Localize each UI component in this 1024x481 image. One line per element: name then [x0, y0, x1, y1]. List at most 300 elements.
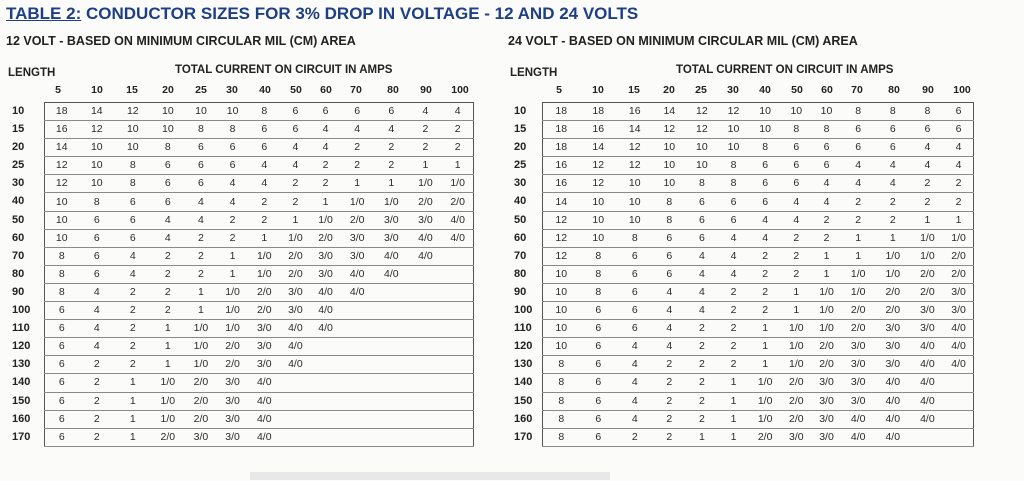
table-cell: [409, 410, 443, 428]
table-cell: 4/0: [248, 410, 280, 428]
table-row: [543, 320, 974, 338]
table-cell: 2/0: [280, 265, 311, 283]
table-cell: 4: [217, 193, 249, 211]
table-cell: 10: [617, 193, 653, 211]
table-cell: 4: [944, 157, 973, 175]
left-length-80: 80: [12, 267, 25, 280]
left-length-10: 10: [12, 105, 25, 117]
table-cell: [311, 374, 341, 392]
table-cell: [374, 374, 409, 392]
table-cell: [340, 338, 374, 356]
table-cell: 4/0: [911, 410, 945, 428]
table-cell: 12: [617, 157, 653, 175]
table-cell: 6: [718, 193, 750, 211]
left-amp-header-25: 25: [195, 84, 207, 96]
left-length-30: 30: [12, 177, 25, 190]
table-cell: 2/0: [812, 356, 842, 374]
table-cell: 2: [374, 157, 409, 175]
table-cell: 1/0: [248, 247, 280, 265]
right-length-70: 70: [514, 249, 527, 262]
table-cell: 8: [45, 247, 79, 265]
table-cell: 6: [617, 247, 653, 265]
table-cell: 10: [79, 139, 115, 157]
table-cell: 6: [686, 211, 718, 229]
table-cell: [409, 428, 443, 446]
table-cell: 1: [749, 320, 781, 338]
table-cell: 8: [185, 121, 217, 139]
table-cell: 2: [115, 302, 151, 320]
table-cell: 6: [580, 338, 617, 356]
table-cell: 3/0: [340, 229, 374, 247]
table-cell: 10: [580, 193, 617, 211]
table-cell: 2: [311, 157, 341, 175]
table-cell: 2: [841, 193, 875, 211]
table-cell: 6: [911, 121, 945, 139]
table-cell: 6: [311, 103, 341, 121]
table-cell: 6: [79, 211, 115, 229]
table-row: [543, 193, 974, 211]
page-title: [6, 4, 638, 24]
table-cell: 1/0: [248, 265, 280, 283]
left-amp-header-10: 10: [91, 84, 103, 96]
table-cell: 2/0: [944, 265, 973, 283]
table-cell: 4: [248, 157, 280, 175]
cropped-footer-text: [250, 472, 610, 480]
table-cell: 8: [580, 247, 617, 265]
table-cell: 4/0: [311, 283, 341, 301]
table-cell: [374, 320, 409, 338]
right-length-30: 30: [514, 177, 527, 190]
table-cell: 2: [442, 121, 473, 139]
table-cell: 18: [45, 103, 79, 121]
table-cell: 2: [749, 247, 781, 265]
table-cell: 8: [841, 103, 875, 121]
table-cell: 10: [185, 103, 217, 121]
table-cell: 2: [812, 211, 842, 229]
table-cell: 1/0: [781, 320, 812, 338]
table-cell: 12: [653, 121, 687, 139]
table-cell: 8: [749, 139, 781, 157]
table-cell: 4: [812, 175, 842, 193]
table-cell: 3/0: [781, 428, 812, 446]
table-cell: 8: [653, 193, 687, 211]
left-amp-header-80: 80: [387, 84, 399, 96]
table-cell: 3/0: [185, 428, 217, 446]
table-cell: 1: [718, 392, 750, 410]
table-cell: 8: [543, 392, 580, 410]
table-cell: 6: [718, 211, 750, 229]
table-cell: 1/0: [340, 193, 374, 211]
table-cell: [374, 283, 409, 301]
table-cell: 8: [812, 121, 842, 139]
right-length-25: 25: [514, 159, 527, 172]
table-cell: 2: [185, 229, 217, 247]
left-length-100: 100: [12, 304, 31, 317]
table-cell: 2/0: [781, 410, 812, 428]
table-cell: 1: [115, 410, 151, 428]
table-row: [543, 356, 974, 374]
table-row: [543, 103, 974, 121]
table-cell: 8: [45, 283, 79, 301]
table-cell: 4/0: [248, 428, 280, 446]
table-cell: 1/0: [812, 320, 842, 338]
table-cell: 2/0: [311, 229, 341, 247]
table-row: [45, 410, 474, 428]
table-cell: [442, 265, 473, 283]
table-cell: 1: [151, 356, 186, 374]
table-cell: 1/0: [911, 247, 945, 265]
table-cell: 6: [686, 193, 718, 211]
table-cell: 4/0: [841, 428, 875, 446]
table-cell: 6: [45, 392, 79, 410]
table-cell: 1/0: [217, 302, 249, 320]
table-cell: 3/0: [248, 338, 280, 356]
right-table: [542, 102, 974, 447]
table-cell: 4/0: [944, 338, 973, 356]
table-cell: 1: [718, 374, 750, 392]
table-cell: 2: [875, 211, 911, 229]
left-length-120: 120: [12, 340, 31, 353]
table-cell: 6: [580, 392, 617, 410]
table-cell: [944, 392, 973, 410]
table-row: [45, 392, 474, 410]
table-cell: 2/0: [911, 283, 945, 301]
table-cell: 10: [543, 265, 580, 283]
table-cell: [340, 356, 374, 374]
table-cell: 3/0: [409, 211, 443, 229]
right-length-100: 100: [514, 304, 533, 317]
table-cell: 3/0: [875, 356, 911, 374]
table-cell: 1: [841, 229, 875, 247]
table-cell: 10: [718, 121, 750, 139]
table-cell: 1/0: [280, 229, 311, 247]
table-cell: 1: [911, 211, 945, 229]
table-cell: [442, 320, 473, 338]
table-cell: 4: [617, 374, 653, 392]
table-cell: 4/0: [944, 320, 973, 338]
table-cell: 3/0: [248, 320, 280, 338]
right-amp-header-40: 40: [759, 84, 771, 96]
table-cell: 2: [409, 121, 443, 139]
table-cell: 3/0: [217, 428, 249, 446]
table-cell: [311, 356, 341, 374]
table-cell: 12: [543, 229, 580, 247]
table-cell: 4: [79, 320, 115, 338]
table-cell: 2/0: [151, 428, 186, 446]
table-row: [45, 428, 474, 446]
left-length-label: LENGTH: [8, 67, 56, 79]
table-cell: 4/0: [248, 392, 280, 410]
table-cell: 6: [248, 121, 280, 139]
right-amp-header-20: 20: [663, 84, 675, 96]
table-cell: 6: [280, 121, 311, 139]
table-cell: 2/0: [841, 302, 875, 320]
table-cell: 6: [79, 265, 115, 283]
right-length-50: 50: [514, 213, 527, 226]
left-amp-header-100: 100: [451, 84, 469, 96]
table-cell: 3/0: [340, 247, 374, 265]
table-cell: 1: [151, 320, 186, 338]
table-cell: 10: [686, 139, 718, 157]
table-cell: 1/0: [409, 175, 443, 193]
table-cell: 2: [185, 265, 217, 283]
table-cell: 4/0: [944, 356, 973, 374]
right-length-90: 90: [514, 285, 527, 298]
table-cell: 1/0: [781, 356, 812, 374]
table-cell: 1: [749, 356, 781, 374]
table-cell: 1/0: [812, 302, 842, 320]
table-cell: 14: [543, 193, 580, 211]
table-cell: [374, 356, 409, 374]
table-cell: 10: [151, 121, 186, 139]
table-cell: 2: [280, 193, 311, 211]
table-cell: 6: [749, 157, 781, 175]
table-cell: 2/0: [185, 392, 217, 410]
right-length-80: 80: [514, 267, 527, 280]
table-cell: 14: [617, 121, 653, 139]
table-cell: 6: [45, 428, 79, 446]
table-cell: 4/0: [374, 247, 409, 265]
table-cell: 10: [653, 139, 687, 157]
table-cell: 1: [185, 283, 217, 301]
table-cell: 3/0: [280, 302, 311, 320]
table-row: [543, 283, 974, 301]
right-length-20: 20: [514, 141, 527, 154]
table-row: [543, 338, 974, 356]
left-length-40: 40: [12, 195, 25, 208]
table-cell: [911, 428, 945, 446]
right-amp-header-70: 70: [851, 84, 863, 96]
table-cell: 2/0: [749, 428, 781, 446]
table-cell: 2/0: [812, 338, 842, 356]
table-cell: 1: [718, 410, 750, 428]
table-cell: 6: [45, 302, 79, 320]
table-cell: 4: [280, 139, 311, 157]
table-cell: [340, 392, 374, 410]
left-amp-header-50: 50: [290, 84, 302, 96]
table-cell: [409, 302, 443, 320]
table-cell: 6: [374, 103, 409, 121]
table-row: [543, 374, 974, 392]
table-cell: [374, 392, 409, 410]
right-length-15: 15: [514, 123, 527, 136]
table-cell: 1/0: [185, 320, 217, 338]
table-cell: [442, 302, 473, 320]
table-cell: 2: [340, 139, 374, 157]
table-cell: 6: [280, 103, 311, 121]
table-cell: 3/0: [280, 283, 311, 301]
table-cell: [409, 338, 443, 356]
table-cell: 4: [812, 193, 842, 211]
table-cell: [442, 410, 473, 428]
table-cell: 6: [875, 139, 911, 157]
table-cell: 8: [875, 103, 911, 121]
table-cell: 6: [580, 374, 617, 392]
table-cell: 4: [718, 247, 750, 265]
table-cell: 18: [580, 103, 617, 121]
table-cell: 4: [409, 103, 443, 121]
table-row: [543, 392, 974, 410]
table-cell: 6: [653, 247, 687, 265]
table-cell: 12: [115, 103, 151, 121]
table-cell: 1: [781, 302, 812, 320]
table-cell: 16: [45, 121, 79, 139]
table-cell: 2: [653, 356, 687, 374]
table-cell: 10: [115, 139, 151, 157]
table-cell: 2: [781, 247, 812, 265]
table-row: [543, 121, 974, 139]
table-cell: 1: [217, 247, 249, 265]
table-cell: [409, 320, 443, 338]
table-cell: 8: [248, 103, 280, 121]
table-cell: 4: [79, 283, 115, 301]
table-cell: 4/0: [280, 338, 311, 356]
table-cell: 2: [115, 283, 151, 301]
right-amp-header-100: 100: [953, 84, 971, 96]
table-cell: [409, 374, 443, 392]
table-cell: [442, 338, 473, 356]
table-cell: 4: [151, 229, 186, 247]
left-amp-header-60: 60: [320, 84, 332, 96]
table-row: [543, 428, 974, 446]
table-cell: 1: [311, 193, 341, 211]
table-cell: 10: [79, 157, 115, 175]
table-cell: 4/0: [911, 338, 945, 356]
table-cell: 10: [749, 103, 781, 121]
table-cell: 6: [45, 356, 79, 374]
table-cell: 14: [580, 139, 617, 157]
right-length-60: 60: [514, 231, 527, 244]
table-cell: 1: [875, 229, 911, 247]
table-cell: [442, 356, 473, 374]
left-length-20: 20: [12, 141, 25, 154]
table-cell: 1/0: [911, 229, 945, 247]
table-cell: 2: [409, 139, 443, 157]
table-cell: 10: [580, 229, 617, 247]
table-cell: 6: [580, 428, 617, 446]
table-cell: 2: [781, 229, 812, 247]
title-text: CONDUCTOR SIZES FOR 3% DROP IN VOLTAGE - 12 AND 24 VOLTS: [85, 4, 639, 23]
table-cell: 6: [151, 193, 186, 211]
table-cell: [374, 410, 409, 428]
table-cell: 8: [115, 157, 151, 175]
table-cell: 2: [79, 374, 115, 392]
table-cell: 2: [79, 428, 115, 446]
table-cell: 4: [911, 157, 945, 175]
table-row: [543, 175, 974, 193]
table-cell: 4: [79, 338, 115, 356]
table-cell: 6: [875, 121, 911, 139]
left-length-170: 170: [12, 430, 31, 443]
table-cell: 3/0: [217, 410, 249, 428]
table-cell: 1: [812, 265, 842, 283]
table-cell: [311, 410, 341, 428]
table-cell: 8: [580, 265, 617, 283]
table-cell: 6: [45, 320, 79, 338]
table-cell: 1: [280, 211, 311, 229]
table-cell: 4/0: [442, 229, 473, 247]
table-cell: 2/0: [185, 410, 217, 428]
table-cell: 10: [653, 175, 687, 193]
table-cell: 4/0: [340, 283, 374, 301]
table-cell: 1: [686, 428, 718, 446]
table-cell: 2: [812, 229, 842, 247]
table-cell: 4: [875, 175, 911, 193]
table-cell: [409, 392, 443, 410]
table-cell: 1: [442, 157, 473, 175]
table-cell: 4: [781, 193, 812, 211]
table-cell: 6: [580, 410, 617, 428]
table-cell: 8: [543, 374, 580, 392]
right-length-130: 130: [514, 358, 533, 371]
table-cell: [311, 428, 341, 446]
table-cell: 18: [543, 121, 580, 139]
table-cell: 2: [718, 283, 750, 301]
table-cell: 4/0: [875, 410, 911, 428]
table-cell: 2: [617, 428, 653, 446]
table-cell: 1: [115, 392, 151, 410]
table-cell: 2: [718, 320, 750, 338]
table-cell: 8: [911, 103, 945, 121]
table-cell: 10: [45, 211, 79, 229]
table-cell: 2: [718, 338, 750, 356]
table-cell: 14: [653, 103, 687, 121]
table-cell: 6: [45, 374, 79, 392]
table-cell: 4/0: [875, 374, 911, 392]
table-cell: [340, 302, 374, 320]
left-length-150: 150: [12, 394, 31, 407]
table-cell: 3/0: [911, 302, 945, 320]
right-length-140: 140: [514, 376, 533, 389]
table-cell: 6: [617, 320, 653, 338]
table-cell: [442, 428, 473, 446]
table-cell: 4: [248, 175, 280, 193]
table-cell: 6: [185, 157, 217, 175]
right-amp-header-15: 15: [628, 84, 640, 96]
table-row: [45, 320, 474, 338]
left-length-25: 25: [12, 159, 25, 172]
table-cell: 4: [617, 392, 653, 410]
table-cell: 14: [79, 103, 115, 121]
table-cell: 12: [718, 103, 750, 121]
left-amp-header-15: 15: [126, 84, 138, 96]
right-length-40: 40: [514, 195, 527, 208]
table-cell: [944, 410, 973, 428]
right-amp-header-50: 50: [791, 84, 803, 96]
table-cell: 10: [749, 121, 781, 139]
left-length-110: 110: [12, 322, 30, 335]
table-cell: 3/0: [812, 392, 842, 410]
table-cell: 1: [749, 338, 781, 356]
table-cell: 4: [841, 175, 875, 193]
table-cell: 2: [944, 175, 973, 193]
table-cell: 4/0: [911, 392, 945, 410]
table-cell: 4: [617, 410, 653, 428]
table-cell: 1/0: [185, 338, 217, 356]
table-cell: 2/0: [409, 193, 443, 211]
table-cell: 6: [185, 139, 217, 157]
table-cell: 1/0: [151, 410, 186, 428]
table-cell: 4: [686, 302, 718, 320]
title-prefix: TABLE 2:: [6, 4, 82, 23]
table-cell: 1/0: [781, 338, 812, 356]
table-cell: 8: [718, 175, 750, 193]
left-length-130: 130: [12, 358, 31, 371]
table-cell: 2: [718, 356, 750, 374]
table-cell: 4: [115, 247, 151, 265]
table-cell: 12: [45, 157, 79, 175]
table-cell: 1/0: [812, 283, 842, 301]
